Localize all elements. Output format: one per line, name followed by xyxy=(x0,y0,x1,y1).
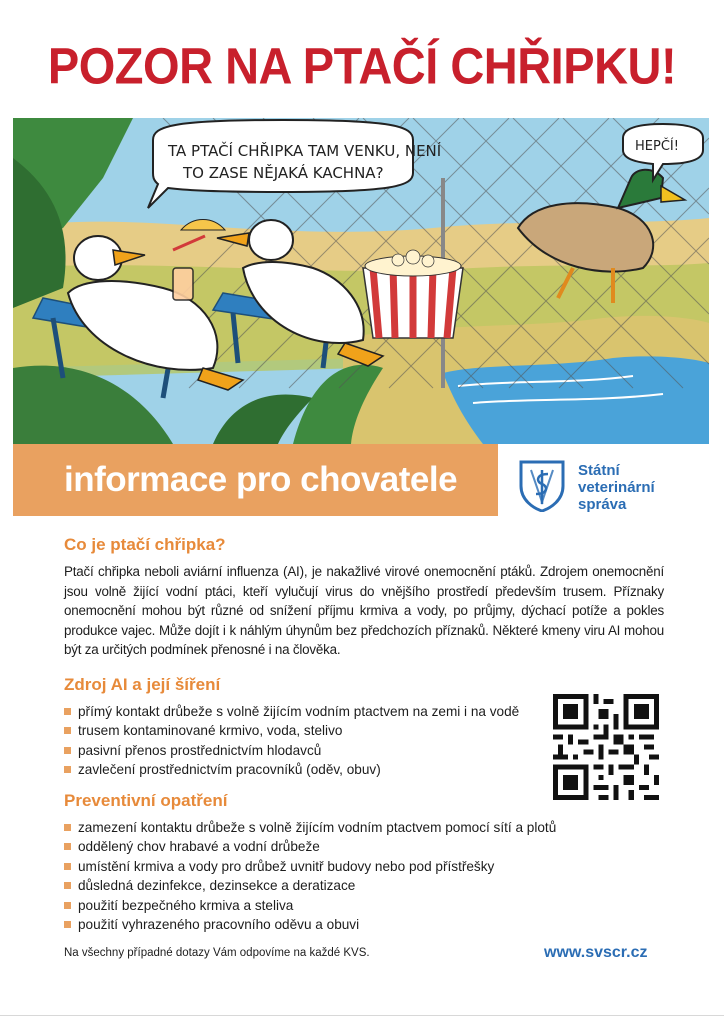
list-item: zamezení kontaktu drůbeže s volně žijícím vodním ptactvem pomocí sítí a plotů xyxy=(64,818,556,837)
section-heading-source: Zdroj AI a její šíření xyxy=(64,675,221,694)
list-item: umístění krmiva a vody pro drůbež uvnitř budovy nebo pod přístřešky xyxy=(64,857,556,876)
bullet-square-icon xyxy=(64,902,71,909)
speech-bubble-line2: TO ZASE NĚJAKÁ KACHNA? xyxy=(183,164,384,182)
list-item: oddělený chov hrabavé a vodní drůbeže xyxy=(64,837,556,856)
logo-line-1: Státní xyxy=(578,462,620,479)
page-divider xyxy=(0,1015,724,1016)
logo-line-3: správa xyxy=(578,496,627,513)
list-item: důsledná dezinfekce, dezinsekce a deratizace xyxy=(64,876,556,895)
bullet-square-icon xyxy=(64,766,71,773)
logo-line-2: veterinární xyxy=(578,479,655,496)
list-item: použití vyhrazeného pracovního oděvu a obuvi xyxy=(64,915,556,934)
section-paragraph-what-is: Ptačí chřipka neboli aviární influenza (AI), je nakažlivé virové onemocnění ptáků. Zdrojem onemocnění jsou volně žijící vodní ptáci, kteří vylučují virus do vnějšího prostředí především trusem. Příznaky onemocnění mohou být různé od snížení příjmu krmiva a vody, po průjmy, dýchací potíže a pokles produkce vajec. Může dojít i k náhlým úhynům bez předchozích příznaků. Některé kmeny viru AI mohou být za určitých podmínek přenosné i na člověka. xyxy=(64,564,664,658)
list-item: zavlečení prostřednictvím pracovníků (oděv, obuv) xyxy=(64,760,519,779)
list-item: použití bezpečného krmiva a steliva xyxy=(64,896,556,915)
cartoon-illustration xyxy=(13,118,709,444)
logo-text xyxy=(578,462,655,513)
duck-speech-bubble: HEPČÍ! xyxy=(635,139,679,154)
svs-logo-icon xyxy=(517,458,567,512)
section-heading-what-is: Co je ptačí chřipka? xyxy=(64,535,226,554)
page-title: POZOR NA PTAČÍ CHŘIPKU! xyxy=(47,36,677,95)
bullet-square-icon xyxy=(64,824,71,831)
source-list xyxy=(64,702,519,780)
section-heading-prevention: Preventivní opatření xyxy=(64,791,228,810)
bullet-square-icon xyxy=(64,708,71,715)
website-link[interactable]: www.svscr.cz xyxy=(544,944,648,961)
bullet-square-icon xyxy=(64,727,71,734)
bullet-square-icon xyxy=(64,921,71,928)
bullet-square-icon xyxy=(64,863,71,870)
footer-note: Na všechny případné dotazy Vám odpovíme na každé KVS. xyxy=(64,947,370,959)
bullet-square-icon xyxy=(64,843,71,850)
prevention-list xyxy=(64,818,556,934)
list-item: pasivní přenos prostřednictvím hlodavců xyxy=(64,741,519,760)
qr-code-icon[interactable] xyxy=(553,694,659,800)
bullet-square-icon xyxy=(64,882,71,889)
speech-bubble-line1: TA PTAČÍ CHŘIPKA TAM VENKU, NENÍ xyxy=(168,142,442,160)
banner-title: informace pro chovatele xyxy=(64,460,458,499)
bullet-square-icon xyxy=(64,747,71,754)
list-item: přímý kontakt drůbeže s volně žijícím vodním ptactvem na zemi i na vodě xyxy=(64,702,519,721)
list-item: trusem kontaminované krmivo, voda, stelivo xyxy=(64,721,519,740)
